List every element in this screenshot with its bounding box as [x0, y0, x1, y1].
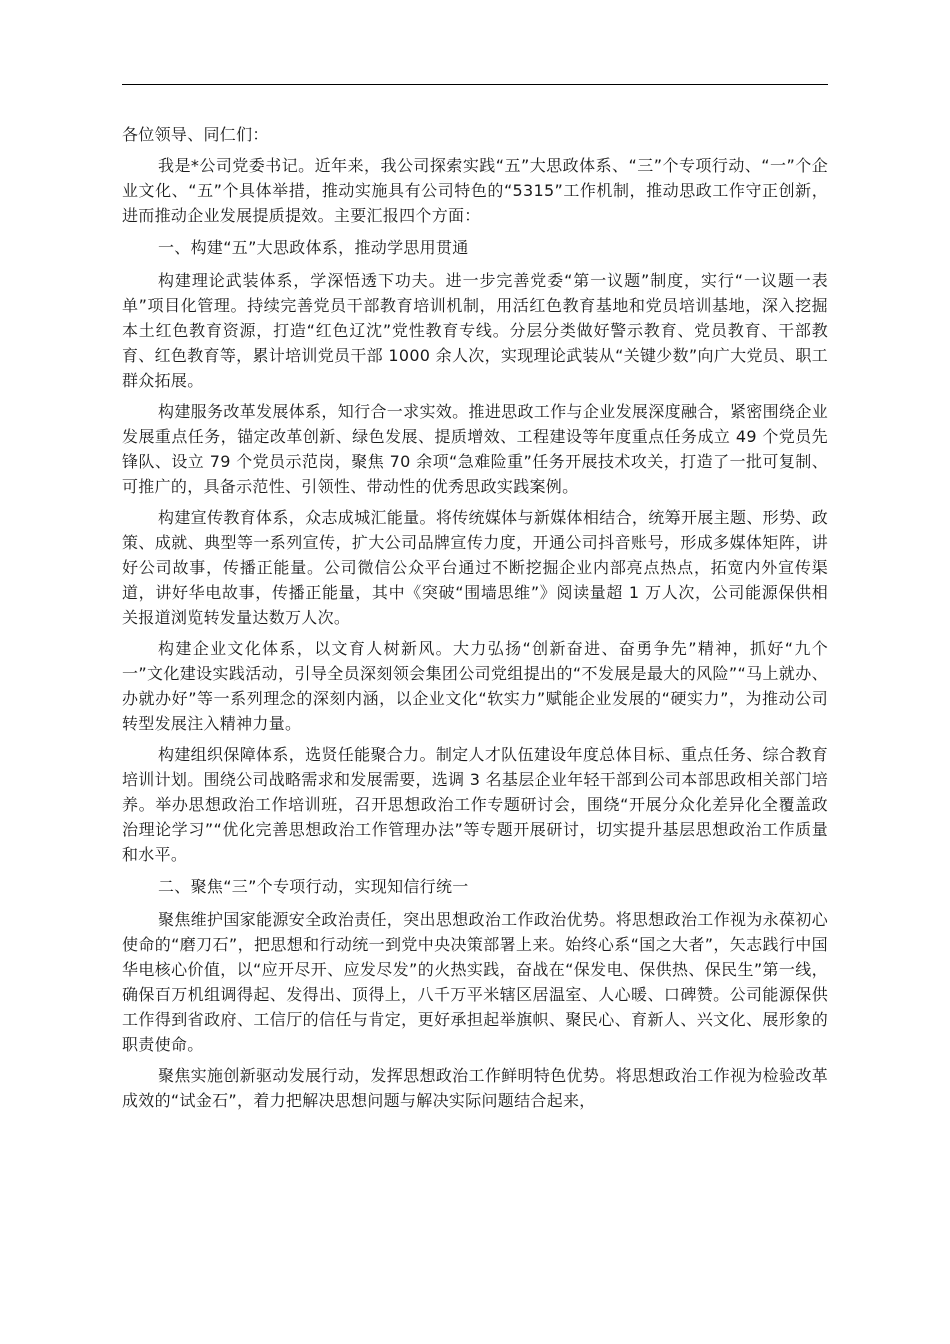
document-body — [122, 121, 828, 1119]
paragraph-organizational-support: 构建组织保障体系，选贤任能聚合力。制定人才队伍建设年度总体目标、重点任务、综合教育培训计划。围绕公司战略需求和发展需要，选调 3 名基层企业年轻干部到公司本部思政相关部门培养。举办思想政治工作培训班，召开思想政治工作专题研讨会，围绕“开展分众化差异化全覆盖政治理论学习”“优化完善思想政治工作管理办法”等专题开展研讨，切实提升基层思想政治工作质量和水平。 — [122, 745, 828, 864]
paragraph-innovation-driven: 聚焦实施创新驱动发展行动，发挥思想政治工作鲜明特色优势。将思想政治工作视为检验改革成效的“试金石”，着力把解决思想问题与解决实际问题结合起来， — [122, 1066, 828, 1110]
paragraph-reform-development: 构建服务改革发展体系，知行合一求实效。推进思政工作与企业发展深度融合，紧密围绕企业发展重点任务，锚定改革创新、绿色发展、提质增效、工程建设等年度重点任务成立 49 个党员先锋队、设立 79 个党员示范岗，聚焦 70 余项“急难险重”任务开展技术攻关，打造了一批可复制、可推广的，具备示范性、引领性、带动性的优秀思政实践案例。 — [122, 402, 828, 496]
paragraph-corporate-culture: 构建企业文化体系，以文育人树新风。大力弘扬“创新奋进、奋勇争先”精神，抓好“九个一”文化建设实践活动，引导全员深刻领会集团公司党组提出的“不发展是最大的风险”“马上就办、办就办好”等一系列理念的深刻内涵，以企业文化“软实力”赋能企业发展的“硬实力”，为推动公司转型发展注入精神力量。 — [122, 639, 828, 733]
section-heading-2: 二、聚焦“三”个专项行动，实现知信行统一 — [158, 877, 469, 896]
paragraph-energy-security: 聚焦维护国家能源安全政治责任，突出思想政治工作政治优势。将思想政治工作视为永葆初心使命的“磨刀石”，把思想和行动统一到党中央决策部署上来。始终心系“国之大者”，矢志践行中国华电核心价值，以“应开尽开、应发尽发”的火热实践，奋战在“保发电、保供热、保民生”第一线，确保百万机组调得起、发得出、顶得上，八千万平米辖区居温室、人心暖、口碑赞。公司能源保供工作得到省政府、工信厅的信任与肯定，更好承担起举旗帜、聚民心、育新人、兴文化、展形象的职责使命。 — [122, 910, 828, 1054]
section-heading-1: 一、构建“五”大思政体系，推动学思用贯通 — [158, 238, 469, 257]
paragraph-theory-armament: 构建理论武装体系，学深悟透下功夫。进一步完善党委“第一议题”制度，实行“一议题一表单”项目化管理。持续完善党员干部教育培训机制，用活红色教育基地和党员培训基地，深入挖掘本土红色教育资源，打造“红色辽沈”党性教育专线。分层分类做好警示教育、党员教育、干部教育、红色教育等，累计培训党员干部 1000 余人次，实现理论武装从“关键少数”向广大党员、职工群众拓展。 — [122, 271, 828, 390]
header-rule — [122, 84, 828, 85]
paragraph-publicity-education: 构建宣传教育体系，众志成城汇能量。将传统媒体与新媒体相结合，统筹开展主题、形势、政策、成就、典型等一系列宣传，扩大公司品牌宣传力度，开通公司抖音账号，形成多媒体矩阵，讲好公司故事，传播正能量。公司微信公众平台通过不断挖掘企业内部亮点热点，拓宽内外宣传渠道，讲好华电故事，传播正能量，其中《突破“围墙思维”》阅读量超 1 万人次，公司能源保供相关报道浏览转发量达数万人次。 — [122, 508, 828, 627]
intro-paragraph: 我是*公司党委书记。近年来，我公司探索实践“五”大思政体系、“三”个专项行动、“一”个企业文化、“五”个具体举措，推动实施具有公司特色的“5315”工作机制，推动思政工作守正创新，进而推动企业发展提质提效。主要汇报四个方面： — [122, 156, 828, 225]
salutation: 各位领导、同仁们： — [122, 125, 269, 144]
